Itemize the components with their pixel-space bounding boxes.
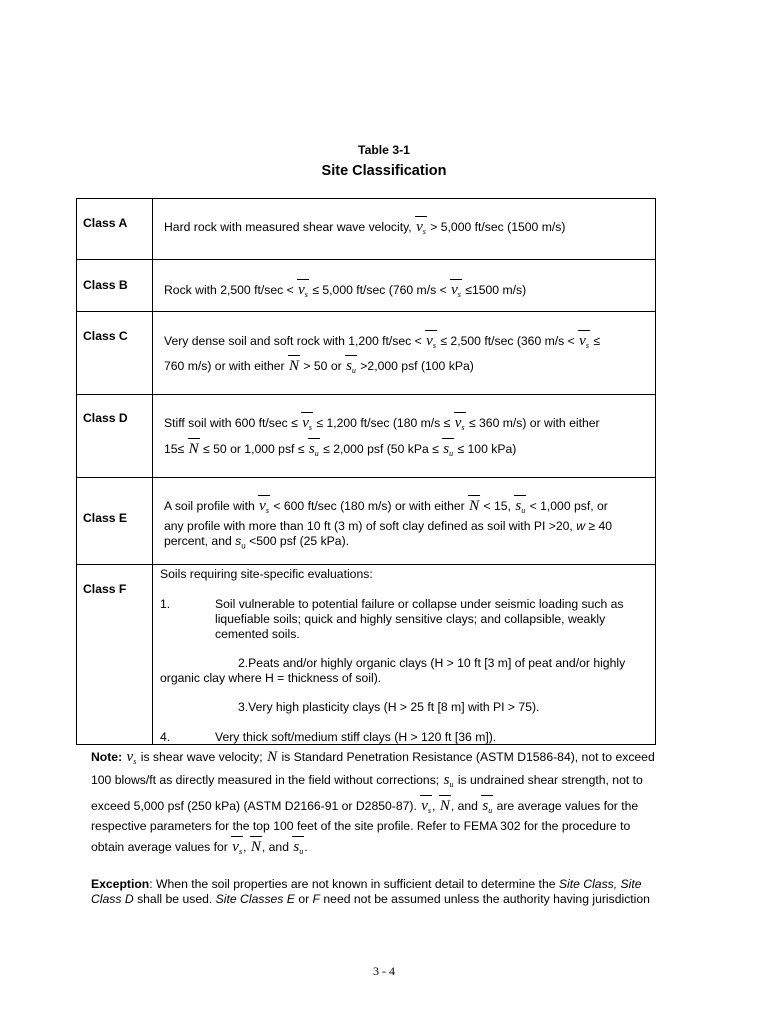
class-c-label: Class C (83, 329, 128, 343)
class-f-item-text: 3.Very high plasticity clays (H > 25 ft [8 m] with PI > 75). (238, 700, 540, 714)
shear-strength-symbol: $s_u$ (308, 442, 320, 461)
class-e-label: Class E (83, 511, 128, 525)
exception-text: Site Classes E (215, 892, 295, 906)
exception-text: Class D (91, 892, 134, 906)
class-b-text: Rock with 2,500 ft/sec < (164, 283, 294, 297)
exception-text: or (298, 892, 310, 906)
note-text: . (304, 840, 308, 854)
class-f-item-text: Very thick soft/medium stiff clays (H > 120 ft [36 m]). (215, 730, 497, 744)
class-c-line-2 (164, 359, 474, 378)
note-text: , (432, 799, 436, 813)
note-text: 100 blows/ft as directly measured in the field without corrections; (91, 773, 440, 787)
class-a-text: Hard rock with measured shear wave velocity, (164, 220, 412, 234)
class-e-text: <500 psf (25 kPa). (249, 534, 350, 548)
note-line-4: respective parameters for the top 100 feet of the site profile. Refer to FEMA 302 for the procedure to (91, 819, 631, 833)
penetration-resistance-symbol: N (250, 840, 262, 855)
class-f-item-text: cemented soils. (215, 627, 300, 641)
class-d-text: Stiff soil with 600 ft/sec ≤ (164, 416, 298, 430)
note-text: , (243, 840, 247, 854)
exception-text: need not be assumed unless the authority having jurisdiction (323, 892, 650, 906)
shear-wave-velocity-symbol: $v_s$ (578, 334, 590, 353)
note-text: is Standard Penetration Resistance (ASTM D1586-84), not to exceed (281, 750, 655, 764)
class-d-line-2 (164, 442, 516, 461)
shear-wave-velocity-symbol: $v_s$ (420, 799, 432, 818)
row-divider (76, 394, 656, 395)
class-e-text: ≥ 40 (588, 519, 613, 533)
class-e-text: < 600 ft/sec (180 m/s) or with either (273, 499, 465, 513)
shear-wave-velocity-symbol: $v_s$ (425, 334, 437, 353)
table-title: Site Classification (321, 163, 447, 179)
class-e-text: any profile with more than 10 ft (3 m) of soft clay defined as soil with PI >20, (164, 519, 573, 533)
class-c-text: > 50 or (303, 359, 342, 373)
shear-wave-velocity-symbol: $v_s$ (297, 283, 309, 302)
note-line-1 (91, 750, 655, 769)
class-d-text: ≤ 360 m/s) or with either (468, 416, 600, 430)
class-c-line-1 (164, 334, 600, 353)
class-d-label: Class D (83, 411, 128, 425)
penetration-resistance-symbol: N (267, 749, 278, 765)
note-text: is undrained shear strength, not to (457, 773, 643, 787)
class-f-label: Class F (83, 582, 127, 596)
class-c-text: >2,000 psf (100 kPa) (360, 359, 474, 373)
penetration-resistance-symbol: N (468, 499, 480, 514)
class-f-item-text: Soil vulnerable to potential failure or collapse under seismic loading such as (215, 597, 624, 611)
class-e-line-3 (164, 534, 349, 553)
class-e-text: percent, and (164, 534, 232, 548)
class-d-text: ≤ 50 or 1,000 psf ≤ (203, 442, 305, 456)
shear-wave-velocity-symbol: $v_s$ (301, 416, 313, 435)
shear-strength-symbol: $s_u$ (443, 772, 454, 789)
shear-wave-velocity-symbol: $v_s$ (126, 749, 137, 766)
table-border-left (76, 198, 77, 745)
class-e-text: w (576, 519, 586, 533)
penetration-resistance-symbol: N (188, 442, 200, 457)
shear-wave-velocity-symbol: $v_s$ (415, 220, 427, 239)
note-text: is shear wave velocity; (140, 750, 263, 764)
shear-wave-velocity-symbol: $v_s$ (231, 840, 243, 859)
class-c-text: ≤ (593, 334, 601, 348)
class-d-text: ≤ 1,200 ft/sec (180 m/s ≤ (316, 416, 451, 430)
note-text: , and (450, 799, 478, 813)
row-divider (76, 477, 656, 478)
class-b-description (164, 283, 526, 302)
note-line-5 (91, 840, 308, 859)
note-text: exceed 5,000 psf (250 kPa) (ASTM D2166-91 or D2850-87). (91, 799, 417, 813)
exception-label: Exception (91, 877, 150, 891)
class-e-text: < 15, (483, 499, 511, 513)
class-d-text: 15≤ (164, 442, 185, 456)
class-e-text: A soil profile with (164, 499, 255, 513)
shear-wave-velocity-symbol: $v_s$ (258, 499, 270, 518)
exception-line-1 (91, 877, 642, 892)
shear-strength-symbol: $s_u$ (345, 359, 357, 378)
table-border-top (76, 198, 656, 199)
row-divider (76, 259, 656, 260)
class-f-item-text: 2.Peats and/or highly organic clays (H > 10 ft [3 m] of peat and/or highly (238, 656, 626, 670)
shear-strength-symbol: $s_u$ (514, 499, 526, 518)
exception-text: : When the soil properties are not known in sufficient detail to determine the (149, 877, 556, 891)
class-f-item-number: 1. (160, 597, 171, 611)
row-divider (76, 311, 656, 312)
class-c-text: 760 m/s) or with either (164, 359, 285, 373)
class-e-line-2 (164, 519, 612, 534)
class-f-item-text: liquefiable soils; quick and highly sensitive clays; and collapsible, weakly (215, 612, 606, 626)
shear-wave-velocity-symbol: $v_s$ (450, 283, 462, 302)
shear-strength-symbol: $s_u$ (481, 799, 493, 818)
class-a-description (164, 220, 565, 239)
class-c-text: ≤ 2,500 ft/sec (360 m/s < (440, 334, 575, 348)
column-divider (152, 198, 153, 745)
class-b-text: ≤ 5,000 ft/sec (760 m/s < (312, 283, 447, 297)
exception-line-2 (91, 892, 650, 907)
shear-strength-symbol: $s_u$ (292, 840, 304, 859)
class-f-intro: Soils requiring site-specific evaluations: (160, 567, 373, 581)
class-e-line-1 (164, 499, 608, 518)
note-text: obtain average values for (91, 840, 228, 854)
note-label: Note: (91, 750, 123, 764)
exception-text: Site Class, Site (558, 877, 642, 891)
penetration-resistance-symbol: N (439, 799, 451, 814)
class-e-text: u (241, 541, 246, 551)
page-number: 3 - 4 (373, 964, 395, 978)
shear-strength-symbol: $s_u$ (442, 442, 454, 461)
class-a-text: > 5,000 ft/sec (1500 m/s) (430, 220, 566, 234)
note-line-2 (91, 773, 643, 792)
class-f-item-number: 4. (160, 730, 171, 744)
class-c-text: Very dense soil and soft rock with 1,200 ft/sec < (164, 334, 422, 348)
class-b-text: ≤1500 m/s) (465, 283, 527, 297)
exception-text: F (312, 892, 320, 906)
row-divider (76, 564, 656, 565)
class-b-label: Class B (83, 278, 128, 292)
exception-text: shall be used. (137, 892, 213, 906)
class-e-text: s (235, 534, 242, 548)
class-e-text: < 1,000 psf, or (529, 499, 608, 513)
note-line-3 (91, 799, 638, 818)
note-text: , and (261, 840, 289, 854)
class-f-item-text: organic clay where H = thickness of soil). (160, 671, 382, 685)
shear-wave-velocity-symbol: $v_s$ (454, 416, 466, 435)
note-text: are average values for the (496, 799, 639, 813)
table-border-right (655, 198, 656, 745)
class-d-text: ≤ 2,000 psf (50 kPa ≤ (323, 442, 439, 456)
class-d-text: ≤ 100 kPa) (457, 442, 517, 456)
table-number: Table 3-1 (358, 143, 410, 157)
class-d-line-1 (164, 416, 600, 435)
penetration-resistance-symbol: N (288, 359, 300, 374)
class-a-label: Class A (83, 216, 128, 230)
